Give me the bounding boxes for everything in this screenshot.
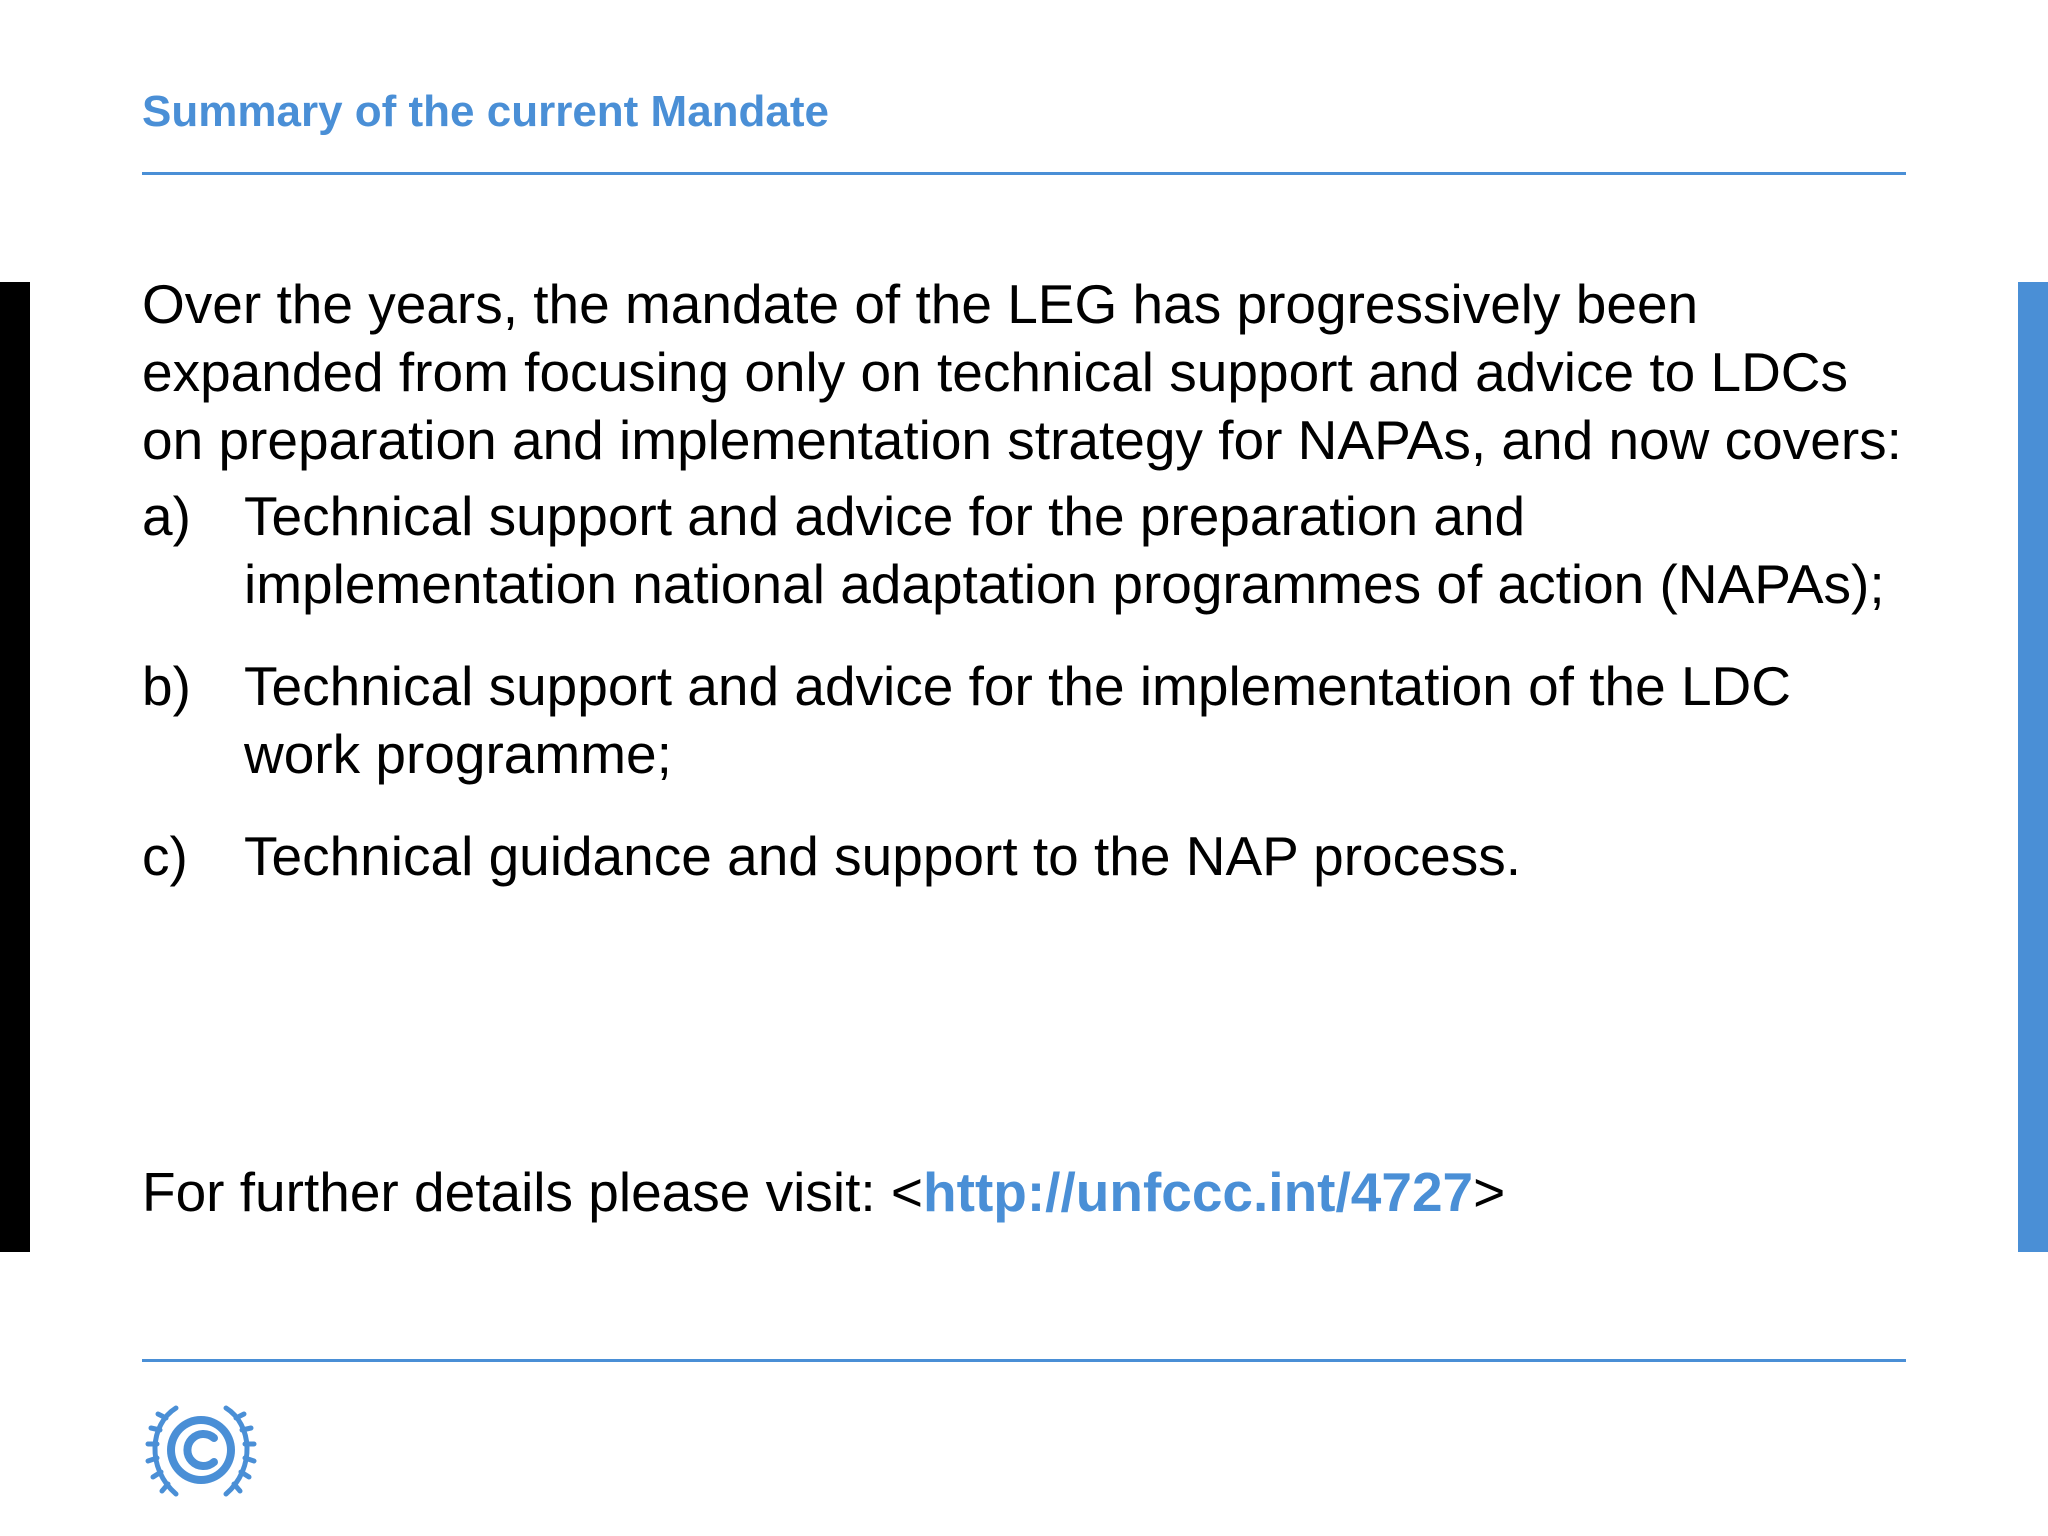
list-marker: c): [142, 825, 188, 887]
right-accent-bar: [2018, 282, 2048, 1252]
footer-divider: [142, 1359, 1906, 1362]
slide-body: [142, 270, 1902, 924]
list-item-text: Technical support and advice for the implementation of the LDC work programme;: [244, 655, 1791, 785]
list-marker: b): [142, 655, 191, 717]
unfccc-link[interactable]: http://unfccc.int/4727: [923, 1161, 1474, 1223]
list-item-text: Technical guidance and support to the NAP process.: [244, 825, 1522, 887]
list-item-text: Technical support and advice for the preparation and implementation national adaptation programmes of action (NAPAs);: [244, 485, 1885, 615]
further-details-prefix: For further details please visit: <: [142, 1161, 924, 1223]
title-divider: [142, 172, 1906, 175]
mandate-list: [142, 482, 1902, 890]
slide-title: Summary of the current Mandate: [142, 87, 830, 136]
mandate-item-a: [142, 482, 1902, 618]
unfccc-emblem-svg: [136, 1398, 266, 1502]
further-details-line: [142, 1158, 1505, 1226]
mandate-item-b: [142, 652, 1902, 788]
mandate-item-c: [142, 822, 1902, 890]
unfccc-emblem-icon: [136, 1398, 266, 1502]
list-marker: a): [142, 485, 191, 547]
left-accent-bar: [0, 282, 30, 1252]
intro-paragraph: Over the years, the mandate of the LEG has progressively been expanded from focusing only on technical support and advice to LDCs on preparation and implementation strategy for NAPAs, and now covers:: [142, 273, 1902, 471]
further-details-suffix: >: [1473, 1161, 1506, 1223]
